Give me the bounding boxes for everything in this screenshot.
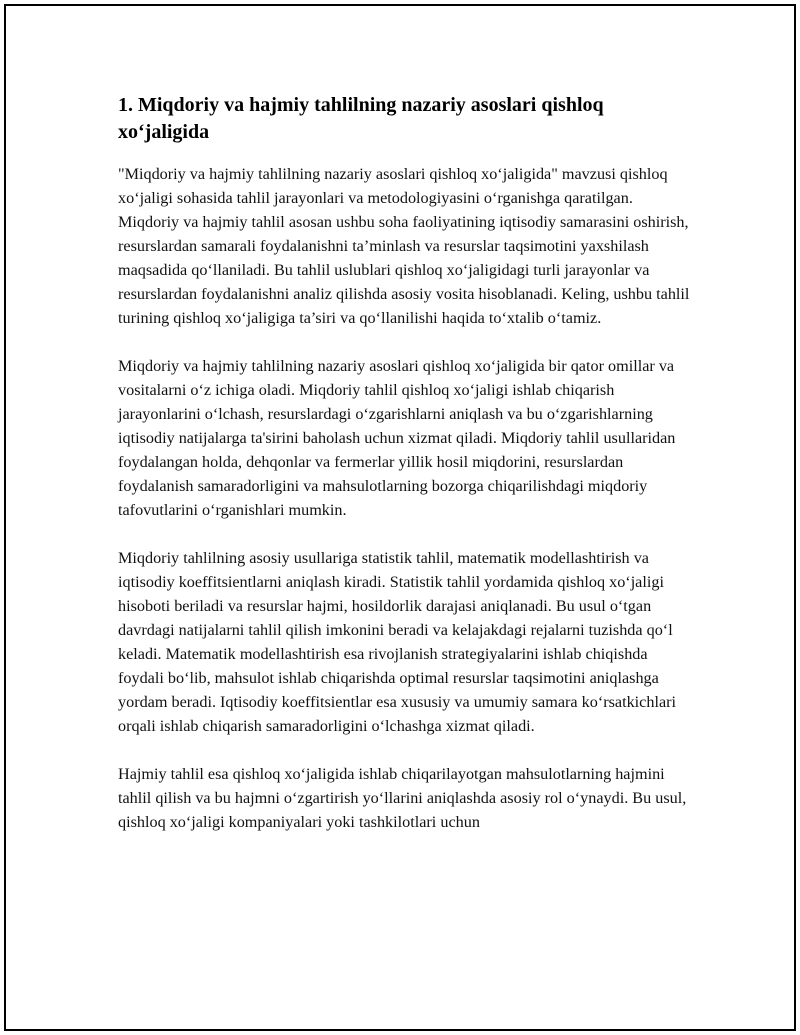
paragraph: Miqdoriy va hajmiy tahlilning nazariy asoslari qishloq xo‘jaligida bir qator omillar va vositalarni o‘z ichiga oladi. Miqdoriy tahlil qishloq xo‘jaligi ishlab chiqarish jarayonlarini o‘lchash, resurslardagi o‘zgarishlarni aniqlash va bu o‘zgarishlarning iqtisodiy natijalarga ta'sirini baholash uchun xizmat qiladi. Miqdoriy tahlil usullaridan foydalangan holda, dehqonlar va fermerlar yillik hosil miqdorini, resurslardan foydalanish samaradorligini va mahsulotlarning bozorga chiqarilishdagi miqdoriy tafovutlarini o‘rganishlari mumkin. <box>118 357 676 519</box>
paragraph: Hajmiy tahlil esa qishloq xo‘jaligida ishlab chiqarilayotgan mahsulotlarning hajmini tahlil qilish va bu hajmni o‘zgartirish yo‘llarini aniqlashda asosiy rol o‘ynaydi. Bu usul, qishloq xo‘jaligi kompaniyalari yoki tashkilotlari uchun <box>118 765 687 831</box>
paragraph: Miqdoriy tahlilning asosiy usullariga statistik tahlil, matematik modellashtirish va iqtisodiy koeffitsientlarni aniqlash kiradi. Statistik tahlil yordamida qishloq xo‘jaligi hisoboti beriladi va resurslar hajmi, hosildorlik darajasi aniqlanadi. Bu usul o‘tgan davrdagi natijalarni tahlil qilish imkonini beradi va kelajakdagi rejalarni tuzishda qo‘l keladi. Matematik modellashtirish esa rivojlanish strategiyalarini ishlab chiqishda foydali bo‘lib, mahsulot ishlab chiqarishda optimal resurslar taqsimotini aniqlashga yordam beradi. Iqtisodiy koeffitsientlar esa xususiy va umumiy samara ko‘rsatkichlari orqali ishlab chiqarish samaradorligini o‘lchashga xizmat qiladi. <box>118 549 677 735</box>
document-body <box>118 92 690 858</box>
section-title: 1. Miqdoriy va hajmiy tahlilning nazariy asoslari qishloq xo‘jaligida <box>118 94 604 143</box>
paragraph: "Miqdoriy va hajmiy tahlilning nazariy asoslari qishloq xo‘jaligida" mavzusi qishloq xo‘jaligi sohasida tahlil jarayonlari va metodologiyasini o‘rganishga qaratilgan. Miqdoriy va hajmiy tahlil asosan ushbu soha faoliyatining iqtisodiy samarasini oshirish, resurslardan samarali foydalanishni ta’minlash va resurslar taqsimotini yaxshilash maqsadida qo‘llaniladi. Bu tahlil uslublari qishloq xo‘jaligidagi turli jarayonlar va resurslardan foydalanishni analiz qilishda asosiy vosita hisoblanadi. Keling, ushbu tahlil turining qishloq xo‘jaligiga ta’siri va qo‘llanilishi haqida to‘xtalib o‘tamiz. <box>118 165 690 327</box>
